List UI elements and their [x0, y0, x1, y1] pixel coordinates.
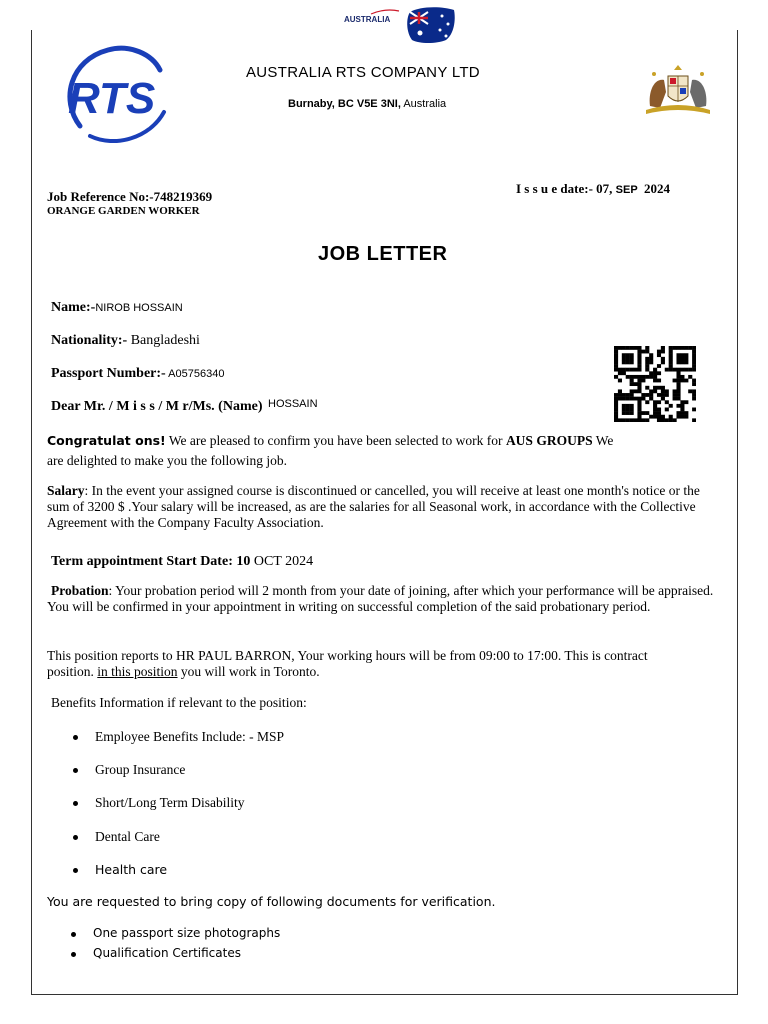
term-value: OCT 2024 — [250, 554, 314, 569]
qr-code — [614, 346, 696, 422]
dear-field — [51, 399, 318, 415]
coat-of-arms — [640, 62, 716, 118]
name-value: NIROB HOSSAIN — [95, 302, 183, 314]
congratulations-paragraph — [47, 433, 722, 469]
job-title: ORANGE GARDEN WORKER — [47, 205, 200, 217]
australia-logo-text: AUSTRALIA — [344, 15, 391, 24]
issue-month: SEP — [615, 184, 638, 196]
reports-line1: This position reports to HR PAUL BARRON, Your working hours will be from 09:00 to 17:00. This is contract — [47, 648, 648, 663]
qr-code-icon — [614, 346, 696, 422]
australia-logo — [330, 4, 460, 44]
reports-line2-b: you will work in Toronto. — [177, 664, 320, 679]
issue-year: 2024 — [643, 181, 670, 196]
letter-title: JOB LETTER — [318, 243, 448, 265]
salary-label: Salary — [47, 483, 85, 498]
nationality-label: Nationality:- — [51, 333, 128, 348]
benefits-intro: Benefits Information if relevant to the position: — [51, 695, 307, 710]
salary-paragraph — [47, 483, 722, 531]
address-rest: Australia — [400, 98, 447, 110]
passport-label: Passport Number:- — [51, 366, 166, 381]
coat-of-arms-icon — [640, 62, 716, 118]
congrats-line2: are delighted to make you the following job. — [47, 453, 287, 468]
salary-text: : In the event your assigned course is discontinued or cancelled, you will receive at least one month's notice or the sum of 3200 $ .Your salary will be increased, as are the salaries for all Seasonal work, in accordance with the Collective Agreement with the Company Faculty Association. — [47, 483, 700, 530]
nationality-field — [51, 333, 200, 349]
benefit-item: Dental Care — [95, 829, 160, 844]
issue-label: I s s u e date:- 07, — [516, 181, 613, 196]
documents-intro: You are requested to bring copy of following documents for verification. — [47, 894, 496, 909]
probation-text: : Your probation period will 2 month from your date of joining, after which your performance will be appraised. You will be confirmed in your appointment in writing on successful completion of the said probationary period. — [47, 583, 714, 614]
document-item: Qualification Certificates — [93, 946, 241, 960]
reports-paragraph — [47, 648, 737, 680]
bullet-icon — [73, 768, 78, 773]
term-label: Term appointment Start Date: 10 — [51, 554, 251, 569]
australia-flag-icon — [402, 6, 458, 44]
name-label: Name:- — [51, 300, 96, 315]
congrats-company: AUS GROUPS — [505, 433, 593, 448]
congrats-lead: Congratulat ons! — [47, 433, 166, 448]
passport-field — [51, 366, 224, 382]
address-bold: Burnaby, BC V5E 3NI, — [288, 98, 401, 110]
dear-label: Dear Mr. / M i s s / M r/Ms. (Name) — [51, 399, 263, 414]
congrats-tail: We — [592, 433, 614, 448]
document-item: One passport size photographs — [93, 926, 281, 940]
probation-paragraph — [47, 583, 722, 615]
rts-ring-icon — [60, 40, 175, 150]
bullet-icon — [71, 952, 76, 957]
bullet-icon — [73, 735, 78, 740]
job-reference: Job Reference No:-748219369 — [47, 189, 213, 204]
rts-logo — [60, 40, 175, 150]
term-appointment — [51, 554, 313, 570]
rts-logo-text: RTS — [68, 74, 156, 123]
benefit-item: Employee Benefits Include: - MSP — [95, 729, 284, 744]
company-name: AUSTRALIA RTS COMPANY LTD — [246, 64, 480, 81]
probation-label: Probation — [51, 583, 109, 598]
congrats-text: We are pleased to confirm you have been selected to work for — [165, 433, 506, 448]
bullet-icon — [71, 932, 76, 937]
benefit-item: Short/Long Term Disability — [95, 795, 245, 810]
issue-date — [516, 181, 670, 197]
benefit-item: Group Insurance — [95, 762, 186, 777]
benefit-item: Health care — [95, 862, 168, 877]
logo-swoosh-icon — [370, 8, 400, 16]
bullet-icon — [73, 868, 78, 873]
name-field — [51, 300, 183, 316]
bullet-icon — [73, 835, 78, 840]
reports-line2-a: position. — [47, 664, 98, 679]
nationality-value: Bangladeshi — [127, 333, 200, 348]
reports-line2-underlined: in this position — [97, 664, 178, 679]
passport-value: A05756340 — [165, 368, 225, 380]
company-address — [288, 98, 446, 110]
bullet-icon — [73, 801, 78, 806]
dear-value: HOSSAIN — [268, 398, 318, 410]
